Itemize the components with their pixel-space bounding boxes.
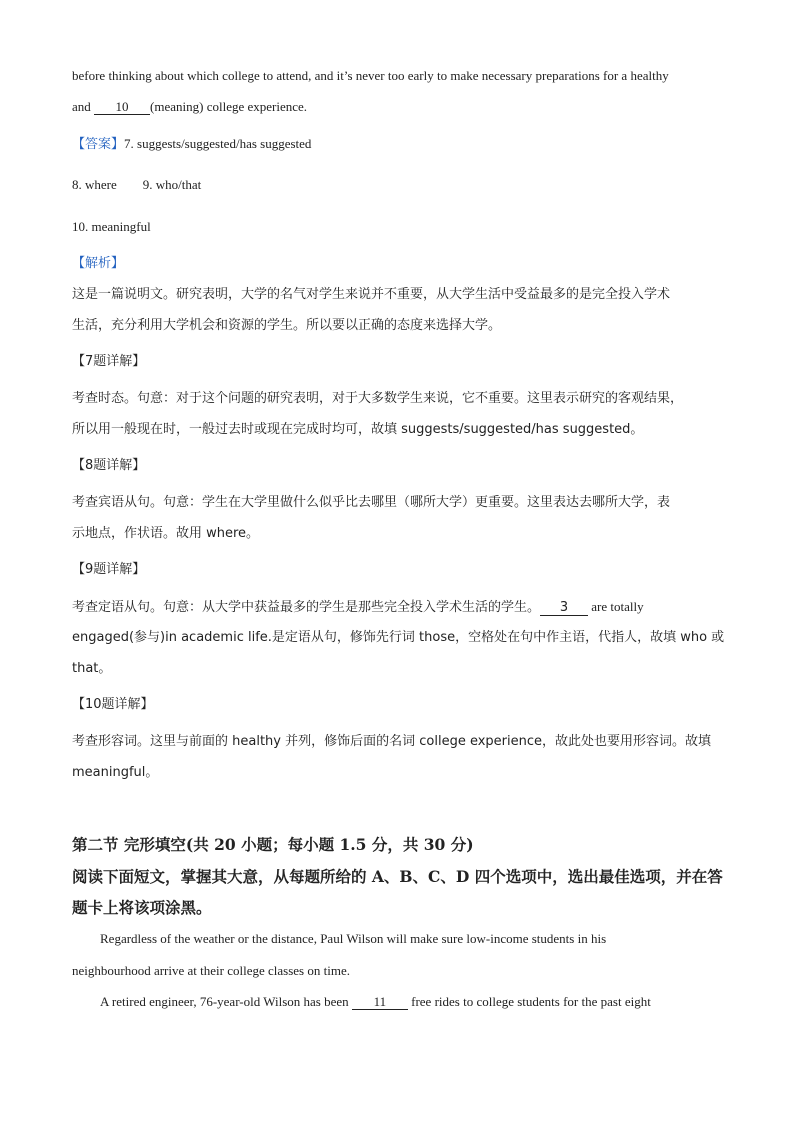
q10-heading: 【10题详解】 xyxy=(72,697,154,712)
q7-line: 所以用一般现在时，一般过去时或现在完成时均可，故填 suggests/suggested/has suggested。 xyxy=(72,422,644,437)
section-instruction: 阅读下面短文，掌握其大意，从每题所给的 A、B、C、D 四个选项中，选出最佳选项，并在答 xyxy=(72,867,723,886)
q8-line: 示地点，作状语。故用 where。 xyxy=(72,526,260,541)
q9-line: that。 xyxy=(72,661,112,676)
q9-heading: 【9题详解】 xyxy=(72,562,146,577)
answer-line xyxy=(72,176,201,194)
passage-line: before thinking about which college to attend, and it’s never too early to make necessary preparations for a healthy xyxy=(72,68,669,83)
answer-8: 8. where xyxy=(72,177,117,192)
text: free rides to college students for the past eight xyxy=(407,994,651,1009)
answer-line xyxy=(72,135,311,154)
text: (meaning) college experience. xyxy=(150,99,308,114)
q10-line: 考查形容词。这里与前面的 healthy 并列，修饰后面的名词 college experience，故此处也要用形容词。故填 xyxy=(72,734,712,749)
q7-heading: 【7题详解】 xyxy=(72,354,146,369)
passage-line: Regardless of the weather or the distance, Paul Wilson will make sure low-income students in his xyxy=(100,931,607,946)
answer-tag: 【答案】 xyxy=(72,137,125,152)
passage-line xyxy=(72,98,307,116)
analysis-line: 生活，充分利用大学机会和资源的学生。所以要以正确的态度来选择大学。 xyxy=(72,318,502,333)
text: 考查定语从句。句意：从大学中获益最多的学生是那些完全投入学术生活的学生。 xyxy=(72,600,541,615)
blank-11: 11 xyxy=(352,995,408,1010)
section-title: 第二节 完形填空(共 20 小题；每小题 1.5 分，共 30 分) xyxy=(72,835,474,854)
blank-3: 3 xyxy=(540,601,588,616)
answer-9: 9. who/that xyxy=(142,177,202,192)
text: A retired engineer, 76-year-old Wilson has been xyxy=(100,994,352,1009)
answer-7: 7. suggests/suggested/has suggested xyxy=(124,136,312,151)
q8-heading: 【8题详解】 xyxy=(72,458,146,473)
text: and xyxy=(72,99,95,114)
answer-10: 10. meaningful xyxy=(72,219,151,234)
q10-line: meaningful。 xyxy=(72,765,159,780)
q9-line xyxy=(72,598,644,617)
passage-line: neighbourhood arrive at their college classes on time. xyxy=(72,963,350,978)
analysis-tag: 【解析】 xyxy=(72,256,125,271)
section-instruction: 题卡上将该项涂黑。 xyxy=(72,898,212,917)
q7-line: 考查时态。句意：对于这个问题的研究表明，对于大多数学生来说，它不重要。这里表示研究的客观结果， xyxy=(72,391,684,406)
passage-line xyxy=(100,993,651,1011)
blank-10: 10 xyxy=(94,100,150,115)
text: are totally xyxy=(588,599,644,614)
q9-line: engaged(参与)in academic life.是定语从句，修饰先行词 those，空格处在句中作主语，代指人，故填 who 或 xyxy=(72,630,725,645)
q8-line: 考查宾语从句。句意：学生在大学里做什么似乎比去哪里（哪所大学）更重要。这里表达去哪所大学，表 xyxy=(72,495,671,510)
analysis-line: 这是一篇说明文。研究表明，大学的名气对学生来说并不重要，从大学生活中受益最多的是完全投入学术 xyxy=(72,287,671,302)
